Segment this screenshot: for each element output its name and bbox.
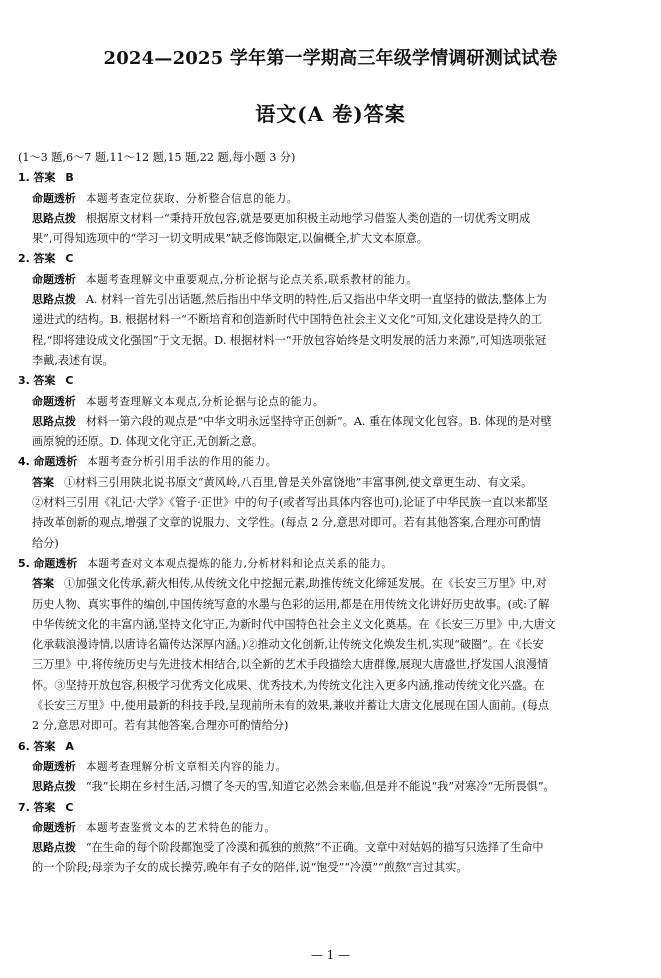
continuation-text: 程,“即将建设成文化强国”于文无据。D. 根据材料一“开放包容始终是文明发展的活力来源”,可知选项张冠 bbox=[32, 333, 547, 347]
section-label: 思路点拨 bbox=[32, 293, 76, 307]
section-text: 本题考查理解文中重要观点,分析论据与论点关系,联系教材的能力。 bbox=[85, 273, 418, 286]
answer-line bbox=[18, 513, 650, 533]
answer-line bbox=[18, 635, 650, 655]
section-text: “我”长期在乡村生活,习惯了冬天的雪,知道它必然会来临,但是并不能说“我”对寒冷“无所畏惧”。 bbox=[85, 780, 555, 794]
question-number: 3. bbox=[18, 374, 30, 388]
section-label: 命题透析 bbox=[32, 820, 76, 834]
question-number: 6. bbox=[18, 739, 30, 753]
answer-line bbox=[18, 737, 650, 757]
answer-line bbox=[18, 168, 650, 188]
answer-line bbox=[18, 412, 650, 432]
page-number: — 1 — bbox=[310, 948, 351, 962]
section-label: 思路点拨 bbox=[32, 780, 76, 794]
section-text: A. 材料一首先引出话题,然后指出中华文明的特性,后又指出中华文明一直坚持的做法,整体上为 bbox=[85, 293, 547, 307]
continuation-text: 历史人物、真实事件的编创,中国传统写意的水墨与色彩的运用,都是在用传统文化讲好历史故事。(或:了解 bbox=[32, 597, 550, 611]
answer-label: 答案 bbox=[33, 252, 56, 266]
answer-line bbox=[18, 615, 650, 635]
answer-line bbox=[18, 148, 650, 168]
answer-line bbox=[18, 716, 650, 736]
section-label: 命题透析 bbox=[32, 394, 76, 408]
section-text: 本题考查定位获取、分析整合信息的能力。 bbox=[85, 192, 298, 205]
question-number: 5. bbox=[18, 556, 30, 570]
section-label: 命题透析 bbox=[32, 272, 76, 286]
section-label: 命题透析 bbox=[33, 556, 78, 570]
continuation-text: 李戴,表述有误。 bbox=[32, 353, 114, 367]
answer-choice: B bbox=[65, 171, 74, 185]
section-text: 本题考查理解文本观点,分析论据与论点的能力。 bbox=[85, 395, 325, 408]
answer-line bbox=[18, 432, 650, 452]
continuation-text: 画原貌的还原。D. 体现文化守正,无创新之意。 bbox=[32, 435, 264, 449]
answer-choice: C bbox=[65, 252, 74, 266]
answer-line bbox=[18, 493, 650, 513]
section-label: 命题透析 bbox=[32, 759, 76, 773]
section-text: 本题考查鉴赏文本的艺术特色的能力。 bbox=[85, 821, 276, 834]
answer-line bbox=[18, 331, 650, 351]
answer-label: 答案 bbox=[33, 171, 56, 185]
answer-choice: A bbox=[65, 739, 74, 753]
answer-body bbox=[18, 148, 650, 879]
answer-line bbox=[18, 209, 650, 229]
continuation-text: 2 分,意思对即可。若有其他答案,合理亦可酌情给分) bbox=[32, 719, 289, 733]
answer-line bbox=[18, 452, 650, 472]
section-text: 根据原文材料一“秉持开放包容,就是要更加积极主动地学习借鉴人类创造的一切优秀文明成 bbox=[85, 211, 531, 225]
section-label: 答案 bbox=[32, 475, 54, 489]
question-number: 4. bbox=[18, 455, 30, 469]
answer-line bbox=[18, 595, 650, 615]
continuation-text: ②材料三引用《礼记·大学》《管子·正世》中的句子(或者写出具体内容也可),论证了中华民族一直以来都坚 bbox=[32, 496, 548, 510]
score-note: (1～3 题,6～7 题,11～12 题,15 题,22 题,每小题 3 分) bbox=[18, 151, 296, 164]
section-label: 答案 bbox=[32, 577, 54, 591]
answer-line bbox=[18, 696, 650, 716]
question-number: 2. bbox=[18, 252, 30, 266]
answer-line bbox=[18, 574, 650, 594]
answer-line bbox=[18, 554, 650, 574]
section-text: 本题考查对文本观点提炼的能力,分析材料和论点关系的能力。 bbox=[87, 557, 393, 570]
continuation-text: 给分) bbox=[32, 536, 59, 550]
continuation-text: 果”,可得知选项中的“学习一切文明成果”缺乏修饰限定,以偏概全,扩大文本原意。 bbox=[32, 232, 428, 246]
question-number: 1. bbox=[18, 171, 30, 185]
answer-label: 答案 bbox=[33, 739, 56, 753]
section-text: 本题考查分析引用手法的作用的能力。 bbox=[87, 456, 278, 469]
answer-line bbox=[18, 676, 650, 696]
answer-line bbox=[18, 392, 650, 412]
answer-choice: C bbox=[65, 374, 74, 388]
section-label: 命题透析 bbox=[32, 191, 76, 205]
answer-line bbox=[18, 229, 650, 249]
answer-line bbox=[18, 189, 650, 209]
continuation-text: 三万里》中,将传统历史与先进技术相结合,以全新的艺术手段描绘大唐群像,展现大唐盛世,抒发国人浪漫情 bbox=[32, 658, 549, 672]
answer-line bbox=[18, 798, 650, 818]
answer-line bbox=[18, 310, 650, 330]
continuation-text: 持改革创新的观点,增强了文章的说服力、文学性。(每点 2 分,意思对即可。若有其他答案,合理亦可酌情 bbox=[32, 516, 541, 530]
continuation-text: 的一个阶段;母亲为子女的成长操劳,晚年有子女的陪伴,说“饱受”“冷漠”“煎熬”言过其实。 bbox=[32, 861, 468, 875]
answer-line bbox=[18, 777, 650, 797]
answer-line bbox=[18, 351, 650, 371]
continuation-text: 《长安三万里》中,使用最新的科技手段,呈现前所未有的效果,兼收并蓄让大唐文化展现在国人面前。(每点 bbox=[32, 699, 550, 713]
document-title: 2024—2025 学年第一学期高三年级学情调研测试试卷 bbox=[103, 48, 558, 69]
section-text: ①材料三引用陕北说书原文“黄风岭,八百里,曾是关外富饶地”丰富事例,使文章更生动、有文采。 bbox=[63, 475, 533, 489]
answer-choice: C bbox=[65, 800, 74, 814]
answer-line bbox=[18, 371, 650, 391]
answer-line bbox=[18, 473, 650, 493]
question-number: 7. bbox=[18, 800, 30, 814]
continuation-text: 化承载浪漫诗情,以唐诗名篇传达深厚内涵。)②推动文化创新,让传统文化焕发生机,实现“破圈”。在《长安 bbox=[32, 638, 544, 652]
answer-line bbox=[18, 818, 650, 838]
section-text: ①加强文化传承,薪火相传,从传统文化中挖掘元素,助推传统文化缔延发展。在《长安三万里》中,对 bbox=[63, 577, 547, 591]
continuation-text: 怀。③坚持开放包容,积极学习优秀文化成果、优秀技术,为传统文化注入更多内涵,推动传统文化兴盛。在 bbox=[32, 678, 545, 692]
section-label: 命题透析 bbox=[33, 455, 78, 469]
answer-label: 答案 bbox=[33, 374, 56, 388]
answer-line bbox=[18, 858, 650, 878]
section-text: 本题考查理解分析文章相关内容的能力。 bbox=[85, 760, 287, 773]
answer-line bbox=[18, 290, 650, 310]
answer-line bbox=[18, 534, 650, 554]
answer-label: 答案 bbox=[33, 800, 56, 814]
answer-line bbox=[18, 249, 650, 269]
section-label: 思路点拨 bbox=[32, 414, 76, 428]
document-subtitle: 语文(A 卷)答案 bbox=[255, 102, 406, 126]
answer-line bbox=[18, 655, 650, 675]
answer-line bbox=[18, 270, 650, 290]
continuation-text: 中华传统文化的丰富内涵,坚持文化守正,为新时代中国特色社会主义文化奠基。在《长安三万里》中,大唐文 bbox=[32, 617, 556, 631]
section-text: “在生命的每个阶段都饱受了冷漠和孤独的煎熬”不正确。文章中对姑妈的描写只选择了生命中 bbox=[85, 841, 544, 855]
answer-line bbox=[18, 757, 650, 777]
answer-line bbox=[18, 838, 650, 858]
continuation-text: 递进式的结构。B. 根据材料一“不断培育和创造新时代中国特色社会主义文化”可知,文化建设是持久的工 bbox=[32, 313, 542, 327]
section-label: 思路点拨 bbox=[32, 211, 76, 225]
section-text: 材料一第六段的观点是“中华文明永远坚持守正创新”。A. 重在体现文化包容。B. 体现的是对壁 bbox=[85, 414, 552, 428]
section-label: 思路点拨 bbox=[32, 841, 76, 855]
